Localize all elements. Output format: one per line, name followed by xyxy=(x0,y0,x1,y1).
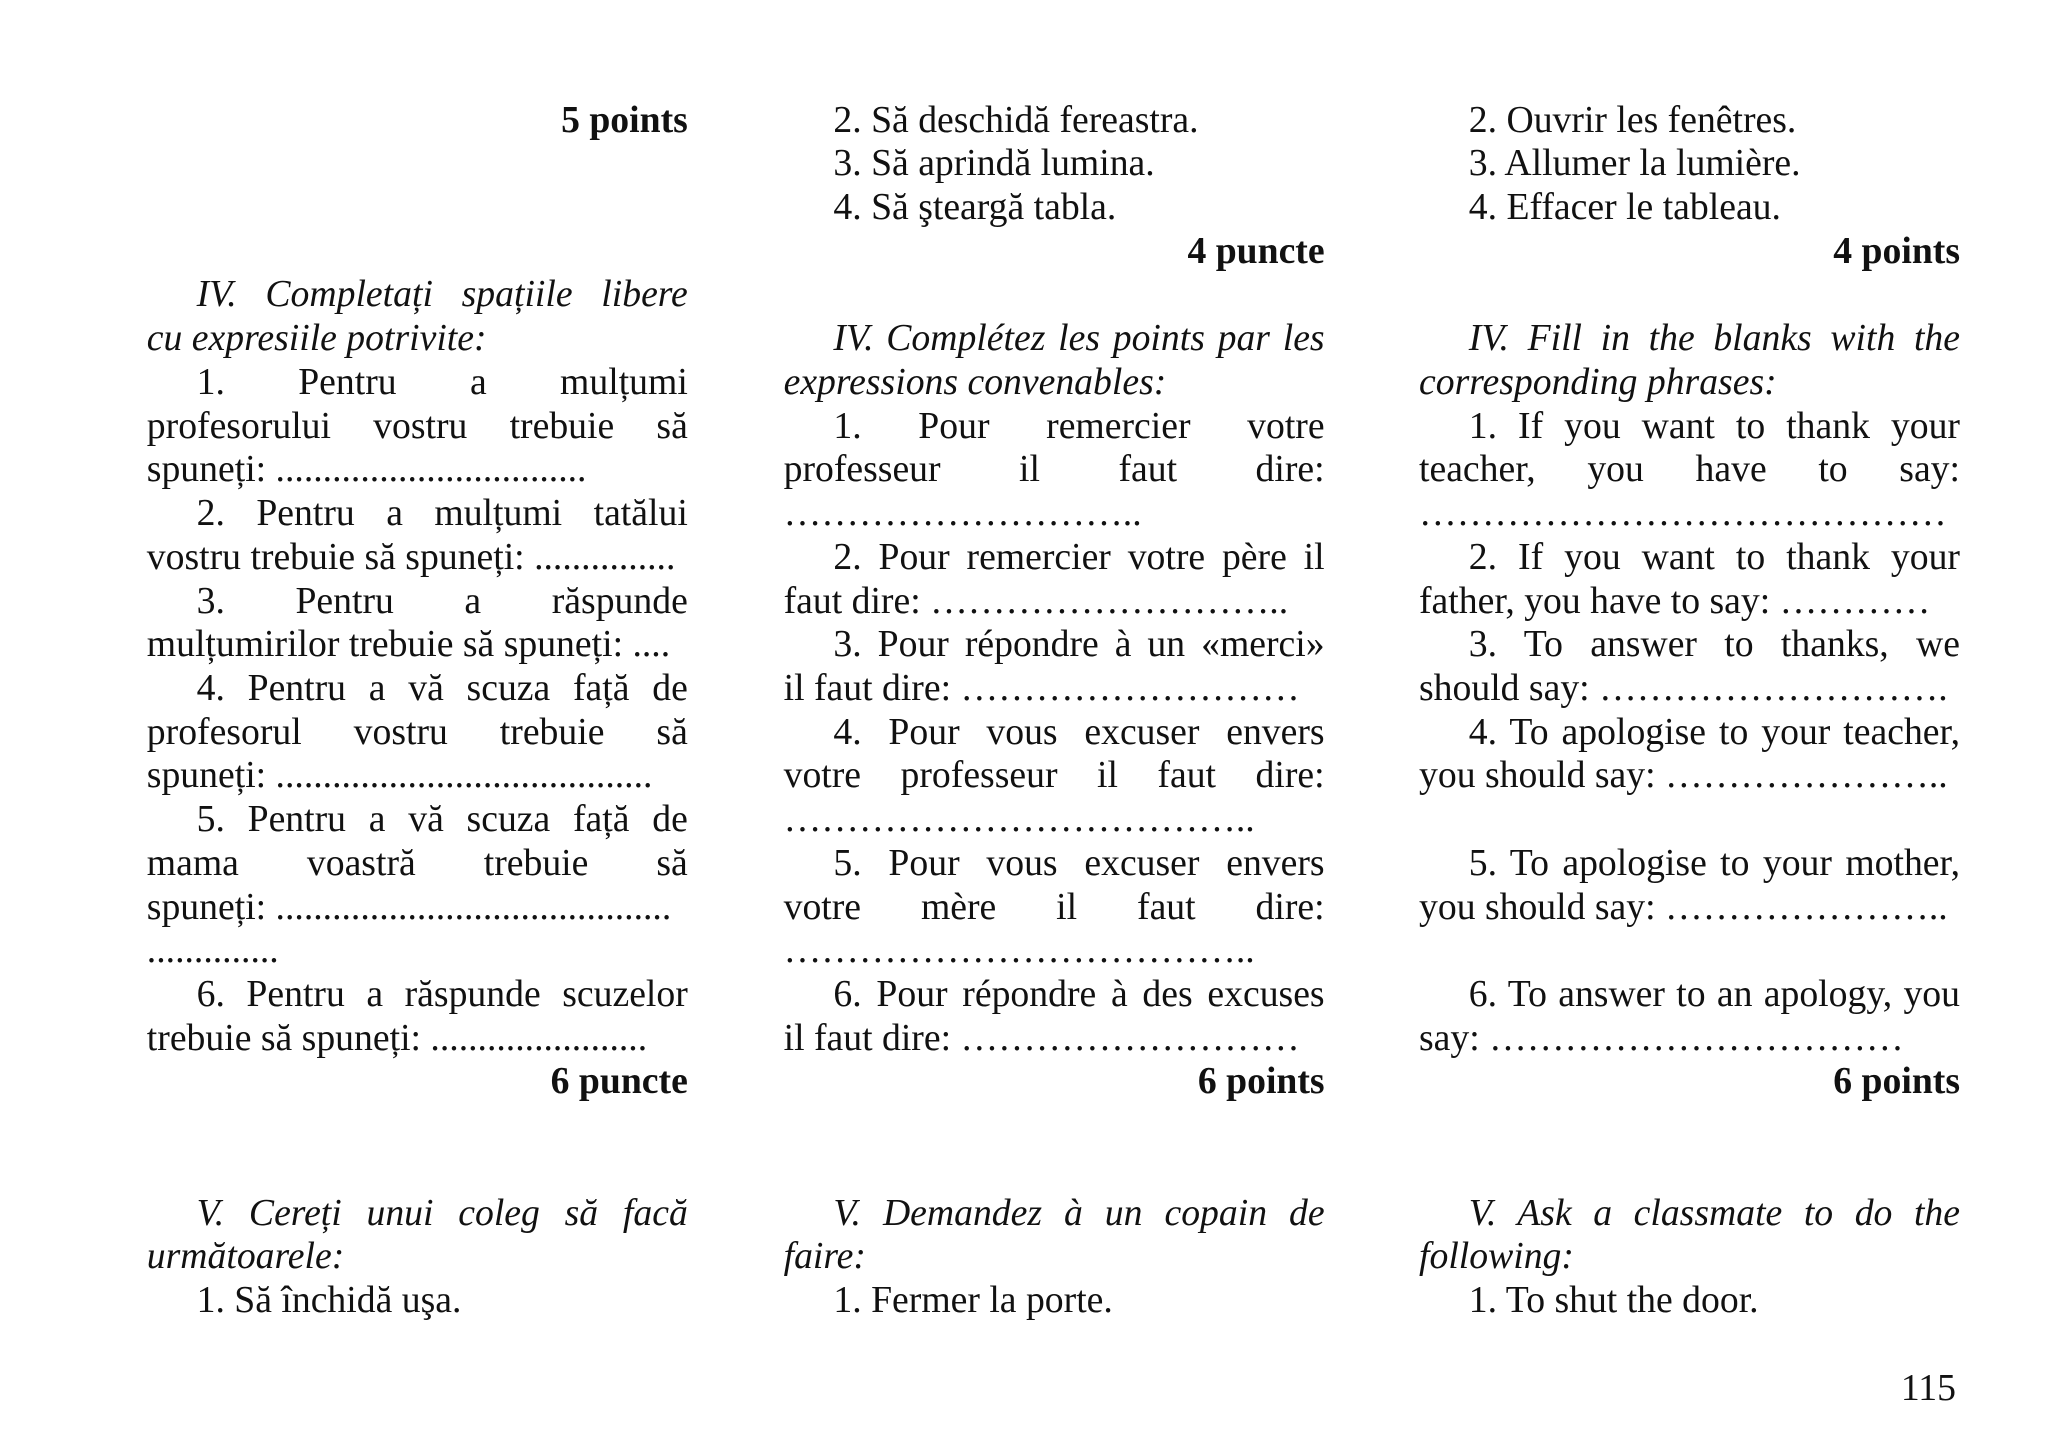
score-label: 6 puncte xyxy=(550,1060,688,1103)
column-romanian xyxy=(147,99,688,1323)
item-line: 1. If you want to thank your xyxy=(1468,404,1960,447)
blank-line xyxy=(147,186,688,230)
item-line: say: …………………………… xyxy=(1419,1016,1904,1059)
item-line: 3. Pentru a răspunde xyxy=(196,579,688,622)
column-french xyxy=(784,99,1325,1323)
item-line: 2. Pour remercier votre père il xyxy=(833,535,1325,578)
item-line: .............. xyxy=(146,929,279,972)
exercise-v-heading: following: xyxy=(1419,1235,1574,1278)
item-line: 4. Effacer le tableau. xyxy=(1468,186,1781,229)
exercise-iv-heading: IV. Completați spațiile libere xyxy=(196,273,688,316)
blank-line xyxy=(147,142,688,186)
exercise-iv-heading: cu expresiile potrivite: xyxy=(146,317,487,360)
score-label: 5 points xyxy=(561,98,688,141)
exercise-v-heading: V. Ask a classmate to do the xyxy=(1468,1191,1960,1234)
exercise-iv-heading: IV. Complétez les points par les xyxy=(833,317,1325,360)
item-line: 3. Allumer la lumière. xyxy=(1468,142,1801,185)
blank-line xyxy=(1419,929,1960,973)
item-line: 3. Să aprindă lumina. xyxy=(833,142,1155,185)
item-line: teacher, you have to say: xyxy=(1419,448,1960,491)
exercise-iv-heading: IV. Fill in the blanks with the xyxy=(1468,317,1960,360)
page-number: 115 xyxy=(1900,1367,1956,1409)
item-line: 2. Să deschidă fereastra. xyxy=(833,98,1199,141)
item-line: 5. To apologise to your mother, xyxy=(1468,841,1960,884)
exercise-v-heading: următoarele: xyxy=(146,1235,345,1278)
item-line: 1. Fermer la porte. xyxy=(833,1279,1113,1321)
item-line: 6. To answer to an apology, you xyxy=(1468,972,1960,1015)
exercise-iv-heading: expressions convenables: xyxy=(783,360,1167,403)
item-line: 6. Pentru a răspunde scuzelor xyxy=(196,972,688,1015)
item-line: …………………………………… xyxy=(1419,492,1947,535)
item-line: faut dire: ……………………….. xyxy=(783,579,1289,622)
blank-line xyxy=(784,1104,1325,1148)
exercise-v-heading: faire: xyxy=(783,1235,866,1278)
item-line: trebuie să spuneți: ....................... xyxy=(146,1016,648,1059)
item-line: il faut dire: ……………………… xyxy=(783,1016,1300,1059)
item-line: votre mère il faut dire: xyxy=(783,885,1325,928)
item-line: 2. Pentru a mulțumi tatălui xyxy=(196,492,688,535)
blank-line xyxy=(147,1148,688,1192)
item-line: 4. Pentru a vă scuza față de xyxy=(196,666,688,709)
score-label: 4 points xyxy=(1833,229,1960,272)
exercise-iv-heading: corresponding phrases: xyxy=(1419,360,1777,403)
item-line: votre professeur il faut dire: xyxy=(783,754,1325,797)
column-english xyxy=(1419,99,1960,1323)
score-label: 6 points xyxy=(1833,1060,1960,1103)
item-line: 4. Să şteargă tabla. xyxy=(833,186,1117,229)
item-line: spuneți: ........................................ xyxy=(146,754,653,797)
item-line: 6. Pour répondre à des excuses xyxy=(833,972,1325,1015)
blank-line xyxy=(784,1148,1325,1192)
item-line: father, you have to say: ………… xyxy=(1419,579,1931,622)
item-line: 5. Pour vous excuser envers xyxy=(833,841,1325,884)
item-line: 1. Pour remercier votre xyxy=(833,404,1325,447)
item-line: you should say: ………………….. xyxy=(1419,885,1948,928)
blank-line xyxy=(1419,273,1960,317)
item-line: 2. If you want to thank your xyxy=(1468,535,1960,578)
item-line: spuneți: .......................................... xyxy=(146,885,672,928)
item-line: 1. To shut the door. xyxy=(1468,1279,1759,1321)
item-line: ……………………………….. xyxy=(783,929,1255,972)
score-label: 6 points xyxy=(1197,1060,1325,1103)
blank-line xyxy=(784,273,1325,317)
item-line: 3. Pour répondre à un «merci» xyxy=(833,623,1325,666)
item-line: professeur il faut dire: xyxy=(783,448,1325,491)
item-line: 1. Pentru a mulțumi xyxy=(196,360,688,403)
item-line: 1. Să închidă uşa. xyxy=(196,1279,462,1321)
item-line: il faut dire: ……………………… xyxy=(783,666,1300,709)
blank-line xyxy=(147,1104,688,1148)
exercise-v-heading: V. Demandez à un copain de xyxy=(833,1191,1325,1234)
item-line: 2. Ouvrir les fenêtres. xyxy=(1468,98,1797,141)
item-line: profesorul vostru trebuie să xyxy=(146,710,688,753)
item-line: mulțumirilor trebuie să spuneți: .... xyxy=(146,623,671,666)
item-line: 5. Pentru a vă scuza față de xyxy=(196,798,688,841)
item-line: vostru trebuie să spuneți: ............... xyxy=(146,535,676,578)
item-line: ……………………………….. xyxy=(783,798,1255,841)
score-label: 4 puncte xyxy=(1187,229,1325,272)
item-line: profesorului vostru trebuie să xyxy=(146,404,688,447)
item-line: 3. To answer to thanks, we xyxy=(1468,623,1960,666)
item-line: 4. Pour vous excuser envers xyxy=(833,710,1325,753)
blank-line xyxy=(1419,798,1960,842)
item-line: should say: ………………………. xyxy=(1419,666,1948,709)
exercise-v-heading: V. Cereți unui coleg să facă xyxy=(196,1191,688,1234)
blank-line xyxy=(147,230,688,274)
item-line: mama voastră trebuie să xyxy=(146,841,688,884)
item-line: 4. To apologise to your teacher, xyxy=(1468,710,1960,753)
item-line: ……………………….. xyxy=(783,492,1142,535)
item-line: you should say: ………………….. xyxy=(1419,754,1948,797)
item-line: spuneți: ................................. xyxy=(146,448,587,491)
blank-line xyxy=(1419,1104,1960,1148)
blank-line xyxy=(1419,1148,1960,1192)
